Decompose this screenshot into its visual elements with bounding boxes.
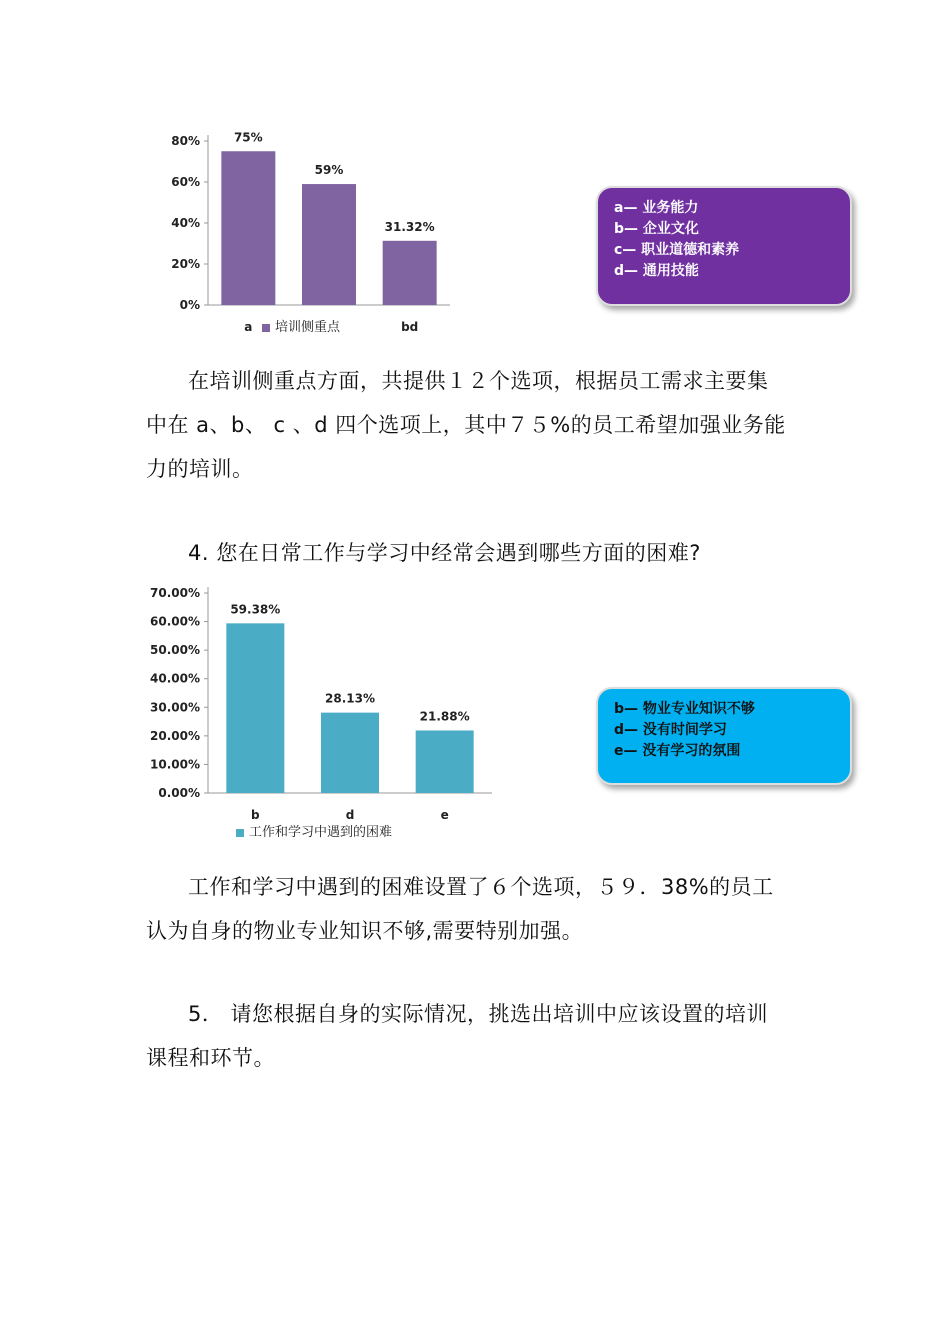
y-tick-label: 10.00%	[150, 757, 200, 772]
legend-box-training-focus	[596, 186, 852, 306]
y-tick-label: 40.00%	[150, 671, 200, 686]
data-label: 21.88%	[419, 709, 470, 724]
y-tick-label: 0.00%	[158, 786, 200, 800]
chart-difficulties-svg	[140, 580, 500, 825]
legend-box-difficulties	[596, 687, 852, 785]
x-tick-label: bd	[401, 320, 419, 334]
legend2-line: b— 物业专业知识不够	[614, 701, 755, 717]
para1-line3: 力的培训。	[146, 457, 254, 481]
x-tick-label: d	[345, 808, 355, 822]
legend1-line: c— 职业道德和素养	[614, 242, 740, 258]
para1-line2: 中在 a、b、 c 、d 四个选项上，其中７５%的员工希望加强业务能	[146, 413, 786, 437]
chart-difficulties	[140, 580, 500, 825]
chart2-series-swatch	[236, 829, 244, 837]
x-tick-label: a	[244, 320, 253, 334]
chart1-series-name: 培训侧重点	[275, 320, 341, 335]
chart2-series-key	[236, 821, 392, 840]
para1-line1: 在培训侧重点方面，共提供１２个选项，根据员工需求主要集	[188, 369, 769, 393]
chart1-series-key	[262, 316, 340, 335]
data-label: 75%	[233, 130, 263, 145]
question-5-line1: 5． 请您根据自身的实际情况，挑选出培训中应该设置的培训	[188, 1002, 769, 1026]
x-tick-label: e	[440, 808, 449, 822]
bar	[302, 184, 356, 305]
y-tick-label: 70.00%	[150, 586, 200, 600]
paragraph-difficulties	[146, 865, 826, 953]
paragraph-training-focus	[146, 359, 826, 491]
legend2-line: e— 没有学习的氛围	[614, 743, 741, 759]
y-tick-label: 60%	[171, 175, 200, 189]
legend1-line: a— 业务能力	[614, 200, 699, 216]
question-4	[146, 531, 826, 575]
y-tick-label: 40%	[171, 216, 200, 230]
chart2-series-name: 工作和学习中遇到的困难	[249, 825, 393, 840]
chart1-series-swatch	[262, 324, 270, 332]
y-tick-label: 30.00%	[150, 700, 200, 715]
question-5-line2: 课程和环节。	[146, 1046, 275, 1070]
para2-line1: 工作和学习中遇到的困难设置了６个选项，５９．38%的员工	[188, 875, 774, 899]
y-tick-label: 20.00%	[150, 728, 200, 743]
bar	[321, 713, 379, 793]
question-5	[146, 992, 826, 1080]
question-4-text: 4. 您在日常工作与学习中经常会遇到哪些方面的困难?	[188, 541, 701, 565]
bar	[226, 623, 284, 793]
data-label: 31.32%	[384, 219, 435, 234]
para2-line2: 认为自身的物业专业知识不够,需要特别加强。	[146, 919, 584, 943]
bar	[221, 151, 275, 305]
data-label: 59.38%	[230, 602, 281, 617]
y-tick-label: 80%	[171, 134, 200, 148]
y-tick-label: 0%	[179, 298, 200, 312]
data-label: 59%	[314, 163, 344, 178]
legend1-line: d— 通用技能	[614, 263, 699, 279]
legend2-line: d— 没有时间学习	[614, 722, 727, 738]
bar	[416, 730, 474, 793]
y-tick-label: 50.00%	[150, 643, 200, 658]
y-tick-label: 20%	[171, 257, 200, 271]
data-label: 28.13%	[325, 691, 375, 706]
x-tick-label: b	[251, 808, 260, 822]
y-tick-label: 60.00%	[150, 614, 200, 629]
bar	[383, 241, 437, 305]
legend1-line: b— 企业文化	[614, 221, 699, 237]
